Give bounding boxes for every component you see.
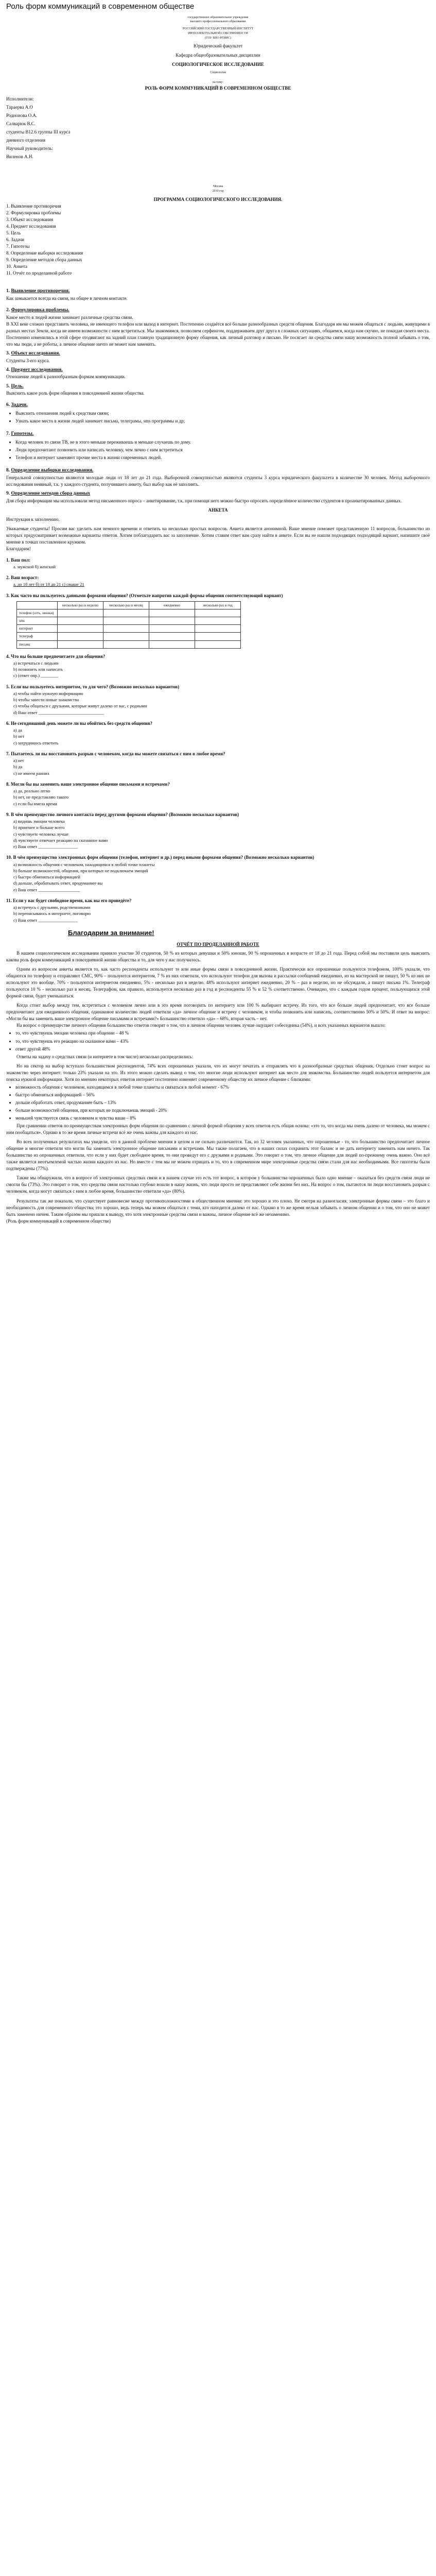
table-cell: sms: [17, 617, 58, 625]
answer-option: c) не имеем ранних: [13, 770, 50, 776]
toc-item: 3. Объект исследования: [6, 216, 54, 222]
report-paragraph: При сравнении ответов по преимуществам электронных форм общения по сравнению с личной формой общения у всех ответов есть общая основа: «это то, что когда мы очень далеко от человека, мы можем с ним пообщаться». Однако в то же время личные встречи всё же очень важны для каждого из нас.: [6, 1123, 430, 1136]
answer-cell[interactable]: [58, 617, 103, 625]
answer-cell[interactable]: [149, 609, 195, 617]
answer-cell[interactable]: [149, 640, 195, 648]
topic-line: РОЛЬ ФОРМ КОММУНИКАЦИЙ В СОВРЕМЕННОМ ОБЩЕСТВЕ: [145, 85, 291, 91]
performers-label: Исполнители:: [6, 96, 34, 101]
toc-item: 9. Определение методов сбора данных: [6, 257, 82, 262]
list-item: • Люди предпочитают позвонить или написать человеку, чем лично с ним встретиться: [15, 447, 430, 453]
table-row: [17, 640, 241, 648]
answer-option: a) чтобы найти нужную информацию: [13, 690, 83, 696]
answer-cell[interactable]: [58, 640, 103, 648]
table-header: несколько раз в месяц: [103, 601, 149, 609]
section-2-paragraph: В XXI веке сложно представить человека, не имеющего телефон или выход в интернет. Постепенно создаётся всё больше разнообразных средств общения. Благодаря им мы можем общаться с людьми, живущими в разных местах Земли, когда не имеем возможности с ним встретиться. Мы знакомимся, позволяем серфингом, поддерживаем друг друга в сложных ситуациях, общаемся, когда нам скучно, не покидая своего места. Постепенно изменились в этой сфере отодвигают на задний план главную традиционную форму общения, как личный разговор и письмо. Не посягает ли средства связи нашу возможность полной забывать о том, что мы люди, а не роботы, а личное общение ничто не может нам заменить.: [6, 321, 430, 347]
answer-cell[interactable]: [195, 633, 241, 640]
section-4-text: Отношение людей к разнообразным формам коммуникации.: [6, 374, 126, 380]
section-1-text: Как замыкается всегда на связи, на общее в личном контакте.: [6, 295, 128, 301]
list-item: • больше возможностей общения, при которых не подключаешь эмоций - 20%: [15, 1107, 430, 1114]
survey-questions: [6, 557, 430, 923]
answer-cell[interactable]: [195, 640, 241, 648]
question: 11. Если у вас будет свободное время, как вы его проведёте?: [6, 898, 132, 904]
section-4-heading: 4. Предмет исследования.: [6, 367, 63, 372]
subject-line: Социология: [210, 71, 226, 75]
section-9-paragraph: Для сбора информации мы использовали метод письменного опроса – анкетирование, т.к. при помощи него можно быстро опросить определённое количество студентов в проанкетированных данных.: [6, 498, 402, 503]
answer-cell[interactable]: [103, 625, 149, 633]
list-item: • быстро обменяться информацией – 56%: [15, 1092, 430, 1098]
toc-item: 11. Отчёт по проделанной работе: [6, 270, 72, 276]
table-row: [17, 617, 241, 625]
toc-item: 1. Выявление противоречия: [6, 203, 61, 209]
answer-option: c) если бы имела время: [13, 801, 57, 806]
section-3-text: Студенты 3-его курса.: [6, 358, 50, 363]
performer-2: Родионова О.А.: [6, 112, 38, 118]
answer-option: a) возможность общения с человеком, находящимся в любой точке планеты: [13, 861, 155, 867]
answer-option: c) затрудняюсь ответить: [13, 740, 59, 745]
answer-option: a) да, реально легко: [13, 788, 50, 793]
answer-option: a) да: [13, 727, 22, 733]
answer-option: b) нет, не представляю такого: [13, 794, 69, 800]
report-paragraph: На вопрос о преимуществе личного общения большинство ответов говорят о том, что в личном общении человек лучше ощущает собеседника (54%), и всех указанных вариантов вышло:: [16, 1023, 386, 1028]
report-paragraph: Во всех полученных результатах мы увидели, что в данной проблеме мнения в целом и не сильно различаются. Так, из 32 человек указанных, что опрошенные - то, что большинство предпочитает личное общение и многие ответили что могли бы заменить электронное общение письмами и встречами. Мы также полагаем, что в наших силах сохранить этот баланс и не дать интернету заменить нам ничего. Так большинство из опрошенных ответили, что если у них будет свободное время, то они проведут его с друзьями и родными. Это говорит о том, что личное общение для людей по-прежнему очень важно. Оно всё также является неотъемлемой частью жизни каждого из нас. Но вместе с тем мы не можем отрицать и то, что в современном мире электронные средства связи стали для нас необходимыми. Все гипотезы были подтверждены (77%).: [6, 1139, 430, 1172]
answer-option: a) нет: [13, 757, 24, 763]
question: 10. В чём преимущество электронных форм общения (телефон, интернет и др.) перед иными формами общения? (Возможно несколько вариантов): [6, 855, 315, 860]
answer-cell[interactable]: [103, 633, 149, 640]
question: 1. Ваш пол:: [6, 557, 30, 563]
answer-cell[interactable]: [58, 609, 103, 617]
question: 9. В чём преимущество личного контакта перед другими формами общения? (Возможно несколько вариантов): [6, 811, 239, 817]
question: 3. Как часто вы пользуетесь данными формами общения? (Отметьте напротив каждой формы общения соответствующий вариант): [6, 592, 283, 598]
answer-cell[interactable]: [103, 609, 149, 617]
answer-cell[interactable]: [149, 625, 195, 633]
answer-option: b) чтобы завести новые знакомства: [13, 697, 79, 702]
table-cell: телеграф: [17, 633, 58, 640]
answer-cell[interactable]: [149, 617, 195, 625]
section-6-heading: 6. Задачи.: [6, 402, 28, 408]
question: 6. Не сегодняшний день можете ли вы обойтись без средств общения?: [6, 720, 152, 726]
answer-option: a) видишь эмоции человека: [13, 818, 65, 824]
toc-item: 5. Цель: [6, 230, 21, 235]
toc-item: 8. Определение выборки исследования: [6, 250, 83, 256]
report-paragraph: Одним из вопросом анкеты является то, как часто респонденты используют те или иные формы связи в повседневной жизни. Практически все опрошенные пользуются телефоном, 100% указали, что общаются по телефону и отправляют СМС, 90% – пользуются интернетом, 7 % из них отметили, что используют телефон для вызова и рассылки сообщений ежедневно, из на мастерской не пишут, 50 % из них не используют это вообще. 70% - пользуются интернетом ежедневно, 5% - несколько раз в неделю. 48% используют интернет ежедневно, 20 % – раз в неделю, но не обсуждали, а пишут письма 1%. Телеграф пользуются 10 % - несколько раз в месяц. Телеграфом, как правило, используется несколько раз в год и респонденты 55 % и 52 % соответственно. Очевидно, что с каждым годом процент, пользующихся этой формой связи, будет уменьшаться.: [6, 967, 430, 999]
table-header: несколько раз в год: [195, 601, 241, 609]
institute-line-2: ИНТЕЛЛЕКТУАЛЬНОЙ СОБСТВЕННОСТИ: [188, 31, 248, 35]
table-header-row: [17, 601, 241, 609]
answer-option: d) чувствуете отвечает реакцию на сказанное вами: [13, 837, 108, 843]
program-toc: [6, 203, 430, 277]
survey-instruction-label: Инструкция к заполнению.: [6, 516, 60, 522]
group-line: студенты В12.6 группы III курса: [6, 129, 71, 134]
answer-option: b) да: [13, 764, 23, 770]
ministry-line: государственное образовательное учреждение: [187, 15, 249, 19]
answer-option: b) переписываюсь в интернете, поговорю: [13, 911, 91, 917]
performer-1: Тараерва А.О: [6, 104, 33, 110]
survey-intro: Уважаемые студенты! Просим вас уделить нам немного времени и ответить на несколько простых вопросов. Анкета является анонимной. Ваше мнение поможет представленную 11 вопросов, большинство из которых предусматривает возможные варианты ответов. Хотим поблагодарить вас за заполнение. Хотим ставим ответ вам сразу найти в анкете. Если вы не нашли подходящих подходящий вариант, напишите своё мнение в точках поставленное кружком.: [6, 526, 430, 545]
list-item: • дольше обработать ответ, продуманнее быть – 13%: [15, 1099, 430, 1106]
answer-cell[interactable]: [195, 617, 241, 625]
question: 4. Что вы больше предпочитаете для общения?: [6, 653, 106, 659]
year-line: 2010 год: [212, 189, 224, 193]
section-8-paragraph: Генеральной совокупностью являются молодые люди от 18 лет до 21 года. Выборочной совокупностью являются студенты 3 курса юридического факультета в количестве 30 человек. Метод выборочного исследования неявный, т.к. у каждого студента, получившего анкету, был выбор как её заполнять.: [6, 474, 430, 487]
department-line: Кафедра общеобразовательных дисциплин: [176, 53, 260, 58]
report-heading: ОТЧЁТ ПО ПРОДЕЛАННОЙ РАБОТЕ: [177, 941, 259, 947]
section-9-heading: 9. Определение методов сбора данных: [6, 490, 91, 496]
answer-option: d) Ваш ответ ______________________________: [13, 709, 104, 715]
section-7-list: [15, 439, 430, 461]
answer-option: c) Ваш ответ __________________: [13, 917, 78, 923]
toc-item: 7. Гипотезы: [6, 243, 30, 249]
answer-cell[interactable]: [103, 640, 149, 648]
answer-option: a) встречусь с друзьями, родственниками: [13, 905, 91, 910]
section-8-heading: 8. Определение выборки исследования.: [6, 468, 94, 473]
performer-3: Салварюк В.С.: [6, 121, 36, 126]
report-list-2: [15, 1084, 430, 1122]
report-paragraph: Также мы обнаружили, что в вопросе об электронных средствах связи и в нашем случае это есть тот вопрос, в котором у большинства опрошенных было одно мнение – оказаться без средств связи люди не смогли бы (73%). Это говорит о том, что средства связи настолько глубоко вошли в нашу жизнь, что люди просто не представляют себе жизни без них. На вопрос о том, пытаются ли люди восстановить разрыв с человеком, когда могут связаться с ним в любое время, большинство ответили «да» (80%).: [6, 1175, 430, 1194]
supervisor-name: Виленов А.Н.: [6, 154, 33, 160]
answer-cell[interactable]: [195, 625, 241, 633]
work-type-line: СОЦИОЛОГИЧЕСКОЕ ИССЛЕДОВАНИЕ: [172, 62, 264, 67]
title-page: [6, 15, 430, 194]
answer-option: a. до 18 лет б) от 18 до 21 с) свыше 21: [13, 582, 84, 587]
answer-option: b) приятнее и больше всего: [13, 825, 65, 831]
answer-option: a. мужской б) женский: [13, 564, 56, 570]
question: 5. Если вы пользуетесь интернетом, то для чего? (Возможно несколько вариантов): [6, 684, 180, 689]
list-item: • ответ другой 48%: [15, 1046, 430, 1053]
list-item: • Телефон и интернет заменяют прочие места в жизни современных людей.: [15, 454, 430, 461]
report-footer: (Роль форм коммуникаций в современном обществе): [6, 1218, 111, 1224]
answer-cell[interactable]: [58, 633, 103, 640]
institute-line-3: (ГОУ ВПО РГИИС): [205, 36, 231, 40]
toc-item: 4. Предмет исследования: [6, 223, 56, 229]
toc-item: 6. Задачи: [6, 236, 25, 242]
answer-cell[interactable]: [103, 617, 149, 625]
answer-cell[interactable]: [195, 609, 241, 617]
answer-option: e) Ваш ответ __________________: [13, 844, 78, 850]
answer-option: b) позвонить или написать: [13, 667, 63, 672]
answer-option: c) чтобы общаться с друзьями, которые живут далеко от вас, с родными: [13, 703, 147, 709]
list-item: • Узнать какое место в жизни людей занимает письма, телеграмы, sms программы и др;: [15, 418, 430, 425]
program-heading: ПРОГРАММА СОЦИОЛОГИЧЕСКОГО ИССЛЕДОВАНИЯ.: [153, 196, 283, 202]
answer-cell[interactable]: [58, 625, 103, 633]
toc-item: 10. Анкета: [6, 263, 27, 269]
answer-cell[interactable]: [149, 633, 195, 640]
question: 7. Пытаетесь ли вы восстановить разрыв с человеком, когда вы можете связаться с ним в любое время?: [6, 751, 225, 756]
section-2-text: Какое место в людей жизни занимает различные средства связи.: [6, 314, 133, 320]
table-cell: интернет: [17, 625, 58, 633]
report-list-1: [15, 1030, 430, 1052]
faculty-line: Юридический факультет: [193, 43, 243, 49]
section-7-heading: 7. Гипотезы.: [6, 431, 34, 437]
question: 8. Могли бы вы заменить ваше электронное общение письмами и встречами?: [6, 781, 170, 787]
answer-option: c) быстро обменяться информацией: [13, 874, 80, 880]
document-title: Роль форм коммуникаций в современном обществе: [6, 2, 195, 11]
list-item: • Когда человек то связи ТВ, не в этого меньше переживаешь и меньше случаешь по дому.: [15, 439, 430, 446]
table-row: [17, 633, 241, 640]
frequency-table: [16, 601, 241, 649]
list-item: • меньшей чувствуется связь с человеком и чувства ваши – 8%: [15, 1115, 430, 1122]
list-item: • то, что чувствуешь его реакцию на сказанное вами – 43%: [15, 1038, 430, 1045]
report-paragraph: Ответы на задачу о средствах связи (и интернете в том числе) несколько распределились:: [16, 1054, 194, 1059]
study-form-line: дневного отделения: [6, 137, 46, 143]
survey-thanks: Благодарим за внимание!: [68, 929, 154, 937]
question: 2. Ваш возраст:: [6, 575, 39, 581]
answer-option: b) нет: [13, 734, 25, 739]
report-paragraph: В нашем социологическом исследовании приняло участие 30 студентов, 50 % из которых девушки и 50% юноши, 90 % опрошенных в возрасте от 18 до 21 года. Перед собой мы поставили цель выяснить какова роль форм коммуникаций в повседневной жизни общества и то, для чего у нас получилось.: [6, 950, 430, 963]
city-line: Москва: [213, 185, 223, 189]
survey-thanks-pre: Благодарим!: [6, 546, 31, 551]
answer-option: c) (ответ опр.) ________: [13, 673, 59, 679]
table-header: [17, 601, 58, 609]
table-header: ежедневно: [149, 601, 195, 609]
answer-option: b) больше возможностей, общения, при которых не подключаем эмоций: [13, 868, 148, 873]
table-row: [17, 609, 241, 617]
list-item: • Выяснить отношения людей к средствам связи;: [15, 410, 430, 417]
report-paragraph: Результаты так же показали, что существует равновесие между противоположностями в общественном мнении: это хорошо и это плохо. Не смотря на разногласия, электронные формы связи – это благо и необходимость для современного общества; это хорошо, ведь теперь мы можем общаться с теми, кто находится далеко от нас. Однако в то же время нельзя забывать о личном общении и о том, что оно не может быть заменено ничем. Таким образом мы пришли к выводу, что хотя электронные средства связи и важны, личное общение всё же незаменимо.: [6, 1198, 430, 1217]
table-cell: телефон (сеть, звонки): [17, 609, 58, 617]
list-item: • возможность общения с человеком, находящимся в любой точке планеты и связаться в любой момент - 67%: [15, 1084, 430, 1091]
institute-line-1: РОССИЙСКИЙ ГОСУДАРСТВЕННЫЙ ИНСТИТУТ: [182, 27, 254, 31]
on-topic-line: на тему:: [212, 81, 224, 84]
section-1-heading: 1. Выявление противоречия.: [6, 289, 70, 294]
answer-option: c) чувствуете человека лучше: [13, 831, 69, 837]
section-3-heading: 3. Объект исследования.: [6, 350, 60, 356]
level-line: высшего профессионального образования: [190, 20, 246, 24]
answer-option: a) встречаться с людьми: [13, 660, 59, 666]
section-6-list: [15, 410, 430, 425]
supervisor-label: Научный руководитель:: [6, 146, 54, 151]
toc-item: 2. Формулировка проблемы: [6, 210, 61, 215]
table-header: несколько раз в неделю: [58, 601, 103, 609]
report-paragraph: Но на сектор на выбор вступало большинством респондентов, 74% всех опрошенных указали, что их могут печатать и отправлять что в разнообразные средствах общения. Отдельно стоит вопрос на знакомство через интернет: только 23% указали на это. Из этого можно сделать вывод о том, что многие люди используют интернет как место для знакомства. Большинство людей пользуется интернетом для поиска нужной информации. Хотя по мнению некоторых ответов интернет постепенно изменяет современному обществу их личное общение с близкими:: [6, 1063, 430, 1082]
report-paragraph: Когда стоит выбор между тем, встретиться с человеком лично или в это время поговорить по интернету или 100 % выбирают встречу. Из того, что все больше людей предпочитает, что все больше предпочитают для ежедневного общения, одинаковое количество людей ответили «да» личное общение и встречу с человеком, и чтобы позвонить или написать, соответственно 50% и 50%. И ответ на вопрос: «Могли бы вы заменить ваше электронное общение письмами и встречами?» Большинство ответило «да» – 68%, вторая часть – нет.: [6, 1003, 430, 1022]
table-cell: письма: [17, 640, 58, 648]
table-row: [17, 625, 241, 633]
answer-option: d) дольше, обрабатывать ответ, продуманнее вы: [13, 880, 103, 886]
survey-heading: АНКЕТА: [208, 507, 228, 513]
section-5-text: Выяснить какое роль форм общения в повседневной жизни общества.: [6, 391, 145, 396]
section-5-heading: 5. Цель.: [6, 383, 24, 389]
list-item: • то, что чувствуешь эмоции человека при общении – 48 %: [15, 1030, 430, 1037]
answer-option: e) Ваш ответ ___________________: [13, 887, 80, 892]
document-page: [0, 1, 436, 1225]
section-2-heading: 2. Формулировка проблемы.: [6, 307, 69, 313]
